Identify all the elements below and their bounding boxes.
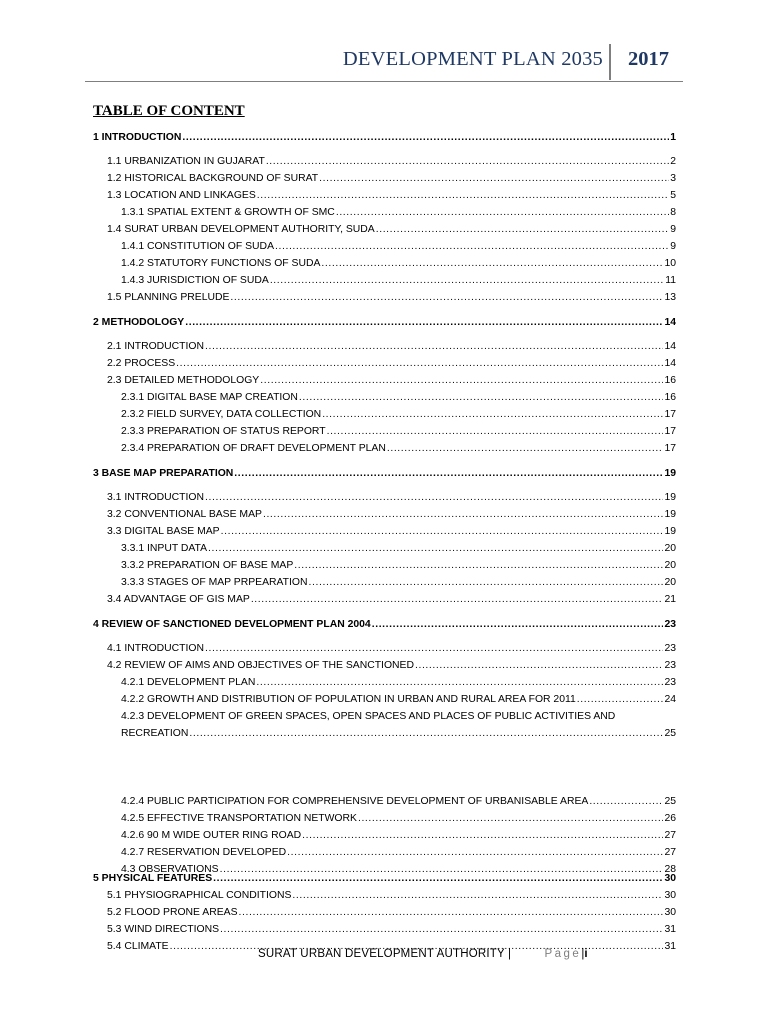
toc-entry-title: 3.3.1 INPUT DATA [121,543,208,554]
dot-leader [589,794,663,809]
dot-leader [270,273,664,288]
toc-entry-page: 5 [670,190,676,201]
toc-entry-title: 1.4.3 JURISDICTION OF SUDA [121,275,269,286]
toc-entry[interactable] [93,675,676,690]
toc-entry[interactable] [93,617,676,632]
toc-entry-title: 3.4 ADVANTAGE OF GIS MAP [107,594,250,605]
toc-entry-page: 25 [664,796,676,807]
dot-leader [220,922,663,937]
toc-entry-title: 3.3.3 STAGES OF MAP PRPEARATION [121,577,308,588]
toc-entry-title: 4 REVIEW OF SANCTIONED DEVELOPMENT PLAN 2004 [93,619,371,630]
toc-entry-page: 27 [664,830,676,841]
toc-entry[interactable] [93,541,676,556]
toc-entry-page: 1 [670,132,676,143]
toc-entry[interactable] [93,905,676,920]
page-footer [258,948,588,960]
toc-entry-title: 4.1 INTRODUCTION [107,643,204,654]
toc-entry-page: 9 [670,241,676,252]
dot-leader [205,641,663,656]
toc-entry-page: 20 [664,577,676,588]
dot-leader [376,222,670,237]
toc-entry[interactable] [93,922,676,937]
toc-entry[interactable] [93,256,676,271]
toc-entry[interactable] [93,273,676,288]
footer-page-separator: | [581,948,585,960]
dot-leader [257,188,669,203]
toc-entry-title: 4.2.2 GROWTH AND DISTRIBUTION OF POPULATION IN URBAN AND RURAL AREA FOR 2011 [121,694,576,705]
dot-leader [327,424,664,439]
toc-entry-title: 3 BASE MAP PREPARATION [93,468,234,479]
toc-entry[interactable] [93,871,676,886]
toc-entry[interactable] [93,828,676,843]
toc-entry-page: 20 [664,560,676,571]
toc-entry-title: 3.3 DIGITAL BASE MAP [107,526,220,537]
toc-entry-page: 19 [664,492,676,503]
toc-entry-title: 3.3.2 PREPARATION OF BASE MAP [121,560,294,571]
toc-entry-page: 23 [664,677,676,688]
toc-entry-title: 5.2 FLOOD PRONE AREAS [107,907,238,918]
footer-page-label: Page [544,948,582,960]
toc-entry-page: 17 [664,426,676,437]
dot-leader [358,811,663,826]
toc-entry-title: 1.4.1 CONSTITUTION OF SUDA [121,241,274,252]
toc-entry[interactable] [93,339,676,354]
toc-entry-page: 19 [664,526,676,537]
toc-entry[interactable] [93,811,676,826]
toc-entry-title: 4.2.6 90 M WIDE OUTER RING ROAD [121,830,302,841]
toc-entry-title: 5.1 PHYSIOGRAPHICAL CONDITIONS [107,890,292,901]
toc-entry[interactable] [93,490,676,505]
toc-entry-page: 25 [664,728,676,739]
dot-leader [287,845,663,860]
toc-entry-page: 3 [670,173,676,184]
toc-entry-title: 4.2.1 DEVELOPMENT PLAN [121,677,256,688]
dot-leader [302,828,663,843]
toc-entry[interactable] [93,466,676,481]
toc-entry-title-continued: RECREATION [121,728,189,739]
toc-entry-title: 2.3.1 DIGITAL BASE MAP CREATION [121,392,298,403]
toc-entry-title: 1.2 HISTORICAL BACKGROUND OF SURAT [107,173,319,184]
toc-entry[interactable] [93,709,676,724]
toc-entry-title: 1.1 URBANIZATION IN GUJARAT [107,156,265,167]
toc-entry[interactable] [93,407,676,422]
footer-organization: SURAT URBAN DEVELOPMENT AUTHORITY | [258,948,512,960]
toc-entry-page: 17 [664,443,676,454]
toc-entry-title: 1.3 LOCATION AND LINKAGES [107,190,256,201]
dot-leader [292,888,663,903]
toc-entry-page: 14 [664,358,676,369]
dot-leader [205,339,663,354]
toc-entry-page: 16 [664,392,676,403]
toc-entry-title: 4.2.4 PUBLIC PARTICIPATION FOR COMPREHENSIVE DEVELOPMENT OF URBANISABLE AREA [121,796,589,807]
toc-entry-title: 2.3.3 PREPARATION OF STATUS REPORT [121,426,326,437]
toc-entry[interactable] [93,154,676,169]
dot-leader [213,871,663,886]
dot-leader [208,541,663,556]
toc-entry-page: 2 [670,156,676,167]
toc-entry-page: 11 [665,275,676,286]
toc-entry-page: 19 [664,509,676,520]
toc-entry-page: 31 [664,924,676,935]
header-rule [85,81,683,82]
dot-leader [299,390,664,405]
toc-entry-title: 1.4.2 STATUTORY FUNCTIONS OF SUDA [121,258,321,269]
toc-entry-page: 27 [664,847,676,858]
toc-entry-title: 3.1 INTRODUCTION [107,492,204,503]
toc-entry-page: 30 [664,890,676,901]
toc-entry-title: 1 INTRODUCTION [93,132,182,143]
toc-entry[interactable] [93,692,676,707]
toc-entry[interactable] [93,373,676,388]
dot-leader [251,592,664,607]
toc-entry-title: 2.3.4 PREPARATION OF DRAFT DEVELOPMENT PLAN [121,443,386,454]
toc-entry-page: 9 [670,224,676,235]
toc-entry[interactable] [93,290,676,305]
toc-entry[interactable] [93,524,676,539]
toc-entry-page: 21 [664,594,676,605]
toc-entry-continuation[interactable] [93,726,676,741]
dot-leader [263,507,663,522]
toc-entry-page: 30 [664,873,676,884]
toc-entry-title: 4.2.5 EFFECTIVE TRANSPORTATION NETWORK [121,813,357,824]
toc-entry[interactable] [93,315,676,330]
document-title: DEVELOPMENT PLAN 2035 [342,48,603,70]
dot-leader [309,575,664,590]
dot-leader [230,290,663,305]
dot-leader [336,205,669,220]
toc-entry[interactable] [93,424,676,439]
toc-entry[interactable] [93,205,676,220]
toc-entry-page: 20 [664,543,676,554]
toc-entry-title: 4.2.7 RESERVATION DEVELOPED [121,847,287,858]
dot-leader [221,524,664,539]
dot-leader [294,558,663,573]
toc-entry-title: 4.2.3 DEVELOPMENT OF GREEN SPACES, OPEN SPACES AND PLACES OF PUBLIC ACTIVITIES AND [121,711,616,722]
toc-entry-title: 2.1 INTRODUCTION [107,341,204,352]
dot-leader [260,373,663,388]
toc-entry[interactable] [93,239,676,254]
header-divider [609,44,611,80]
toc-entry[interactable] [93,794,676,809]
toc-entry[interactable] [93,592,676,607]
toc-entry-title: 2.2 PROCESS [107,358,176,369]
toc-entry-title: 1.5 PLANNING PRELUDE [107,292,230,303]
toc-entry-title: 2.3 DETAILED METHODOLOGY [107,375,260,386]
toc-entry-page: 30 [664,907,676,918]
toc-entry[interactable] [93,222,676,237]
dot-leader [189,726,663,741]
dot-leader [234,466,663,481]
dot-leader [577,692,664,707]
document-year: 2017 [628,48,669,70]
dot-leader [182,130,669,145]
toc-entry-page: 10 [664,258,676,269]
dot-leader [415,658,663,673]
dot-leader [387,441,664,456]
toc-entry-title: 4.3 OBSERVATIONS [121,864,219,875]
toc-entry[interactable] [93,888,676,903]
dot-leader [266,154,669,169]
toc-entry[interactable] [93,356,676,371]
toc-entry-page: 31 [664,941,676,952]
toc-entry[interactable] [93,507,676,522]
dot-leader [176,356,663,371]
toc-entry[interactable] [93,130,676,145]
toc-entry-title: 5.4 CLIMATE [107,941,169,952]
toc-entry-page: 28 [664,864,676,875]
toc-entry-page: 24 [664,694,676,705]
toc-entry-title: 5.3 WIND DIRECTIONS [107,924,219,935]
toc-entry[interactable] [93,558,676,573]
toc-entry-title: 3.2 CONVENTIONAL BASE MAP [107,509,262,520]
toc-entry-page: 23 [664,643,676,654]
toc-entry-title: 2.3.2 FIELD SURVEY, DATA COLLECTION [121,409,322,420]
toc-entry[interactable] [93,641,676,656]
toc-entry-page: 8 [670,207,676,218]
toc-entry[interactable] [93,171,676,186]
page-header [85,44,683,80]
dot-leader [205,490,663,505]
dot-leader [322,407,663,422]
toc-entry-title: 4.2 REVIEW OF AIMS AND OBJECTIVES OF THE SANCTIONED [107,660,414,671]
dot-leader [321,256,663,271]
toc-entry[interactable] [93,658,676,673]
toc-entry-page: 26 [664,813,676,824]
footer-page-number: i [584,948,588,960]
toc-entry-page: 14 [664,317,676,328]
dot-leader [185,315,663,330]
toc-entry-title: 1.3.1 SPATIAL EXTENT & GROWTH OF SMC [121,207,335,218]
dot-leader [372,617,664,632]
toc-entry[interactable] [93,845,676,860]
toc-entry[interactable] [93,441,676,456]
toc-entry[interactable] [93,390,676,405]
toc-entry-page: 14 [664,341,676,352]
toc-entry[interactable] [93,575,676,590]
dot-leader [239,905,664,920]
toc-entry-title: 2 METHODOLOGY [93,317,185,328]
toc-entry-title: 1.4 SURAT URBAN DEVELOPMENT AUTHORITY, SUDA [107,224,375,235]
toc-entry-page: 23 [664,660,676,671]
dot-leader [319,171,669,186]
toc-entry-page: 13 [664,292,676,303]
toc-entry-page: 23 [664,619,676,630]
dot-leader [256,675,663,690]
toc-entry-page: 19 [664,468,676,479]
toc-entry-page: 17 [664,409,676,420]
toc-entry[interactable] [93,188,676,203]
toc-heading: TABLE OF CONTENT [93,103,245,119]
dot-leader [275,239,669,254]
toc-entry-title: 5 PHYSICAL FEATURES [93,873,213,884]
toc-entry-page: 16 [664,375,676,386]
